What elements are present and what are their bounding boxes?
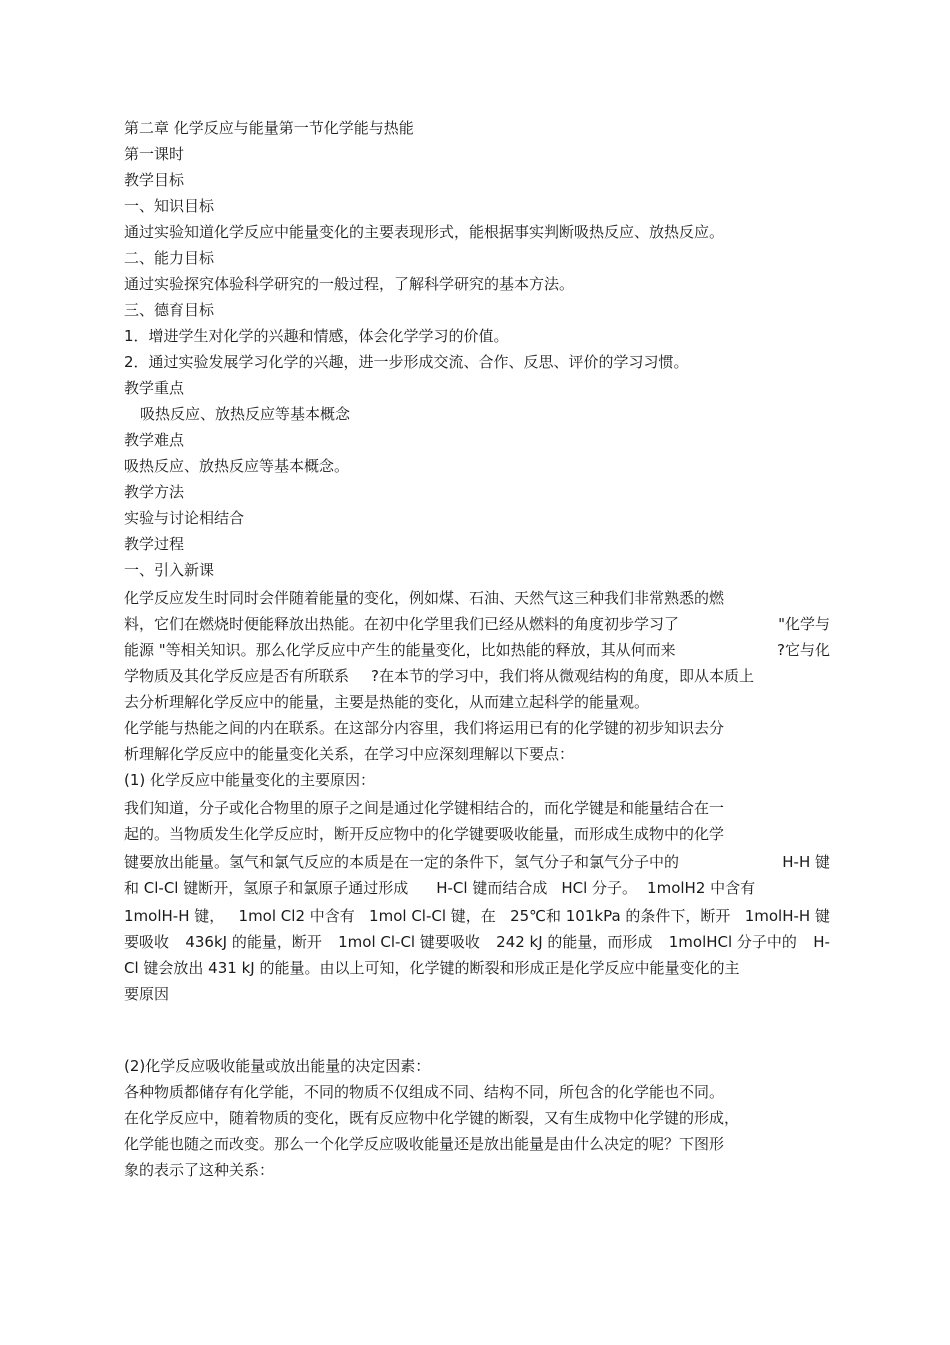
objective-knowledge-title: 一、知识目标 <box>124 197 215 215</box>
point-1-line-3 <box>124 852 830 872</box>
objective-ability-text: 通过实验探究体验科学研究的一般过程，了解科学研究的基本方法。 <box>124 275 575 293</box>
point-1-line-7: Cl 键会放出 431 kJ 的能量。由以上可知，化学键的断裂和形成正是化学反应中能量变化的主 <box>124 959 740 977</box>
text-segment: HCl 分子。 <box>561 879 638 897</box>
text-segment: 学物质及其化学反应是否有所联系 <box>124 667 350 685</box>
text-segment: H-Cl 键而结合成 <box>436 879 548 897</box>
text-segment: 1molH-H 键， <box>124 907 225 925</box>
text-segment: 436kJ 的能量，断开 <box>185 933 322 951</box>
key-points-text: 吸热反应、放热反应等基本概念 <box>140 405 351 423</box>
text-segment: 1mol Cl-Cl 键，在 <box>369 907 496 925</box>
point-2-line-2: 在化学反应中，随着物质的变化，既有反应物中化学键的断裂，又有生成物中化学键的形成， <box>124 1109 740 1127</box>
text-segment: 1molH-H 键 <box>744 907 830 925</box>
point-1-line-5 <box>124 906 830 926</box>
text-segment: 242 kJ 的能量，而形成 <box>496 933 653 951</box>
point-1-title: (1) 化学反应中能量变化的主要原因： <box>124 771 376 789</box>
objective-moral-item-1: 1．增进学生对化学的兴趣和情感，体会化学学习的价值。 <box>124 327 509 345</box>
heading-method: 教学方法 <box>124 483 185 501</box>
objective-moral-item-2: 2．通过实验发展学习化学的兴趣，进一步形成交流、合作、反思、评价的学习习惯。 <box>124 353 689 371</box>
point-2-line-4: 象的表示了这种关系： <box>124 1161 275 1179</box>
point-2-line-1: 各种物质都储存有化学能，不同的物质不仅组成不同、结构不同，所包含的化学能也不同。 <box>124 1083 725 1101</box>
text-segment: H- <box>813 933 830 951</box>
objective-ability-title: 二、能力目标 <box>124 249 215 267</box>
difficult-points-text: 吸热反应、放热反应等基本概念。 <box>124 457 350 475</box>
point-1-line-8: 要原因 <box>124 985 170 1003</box>
text-segment: ?在本节的学习中，我们将从微观结构的角度，即从本质上 <box>371 667 754 685</box>
point-1-line-4 <box>124 878 755 898</box>
text-segment: 键要放出能量。氢气和氯气反应的本质是在一定的条件下，氢气分子和氯气分子中的 <box>124 853 680 871</box>
chapter-title: 第二章 化学反应与能量第一节化学能与热能 <box>124 119 414 137</box>
intro-title: 一、引入新课 <box>124 561 215 579</box>
point-1-line-1: 我们知道，分子或化合物里的原子之间是通过化学键相结合的，而化学键是和能量结合在一 <box>124 799 725 817</box>
point-1-line-6 <box>124 932 830 952</box>
objective-knowledge-text: 通过实验知道化学反应中能量变化的主要表现形式，能根据事实判断吸热反应、放热反应。 <box>124 223 725 241</box>
objective-moral-title: 三、德育目标 <box>124 301 215 319</box>
paragraph-1-line-1: 化学反应发生时同时会伴随着能量的变化，例如煤、石油、天然气这三种我们非常熟悉的燃 <box>124 589 725 607</box>
text-segment: 料，它们在燃烧时便能释放出热能。在初中化学里我们已经从燃料的角度初步学习了 <box>124 615 680 633</box>
heading-objectives: 教学目标 <box>124 171 185 189</box>
paragraph-1-line-4 <box>124 666 754 686</box>
method-text: 实验与讨论相结合 <box>124 509 245 527</box>
point-1-line-2: 起的。当物质发生化学反应时，断开反应物中的化学键要吸收能量，而形成生成物中的化学 <box>124 825 725 843</box>
text-segment: H-H 键 <box>782 853 830 871</box>
text-segment: 1molH2 中含有 <box>647 879 756 897</box>
heading-process: 教学过程 <box>124 535 185 553</box>
text-segment: 25℃和 101kPa 的条件下，断开 <box>510 907 731 925</box>
point-2-title: (2)化学反应吸收能量或放出能量的决定因素： <box>124 1057 431 1075</box>
text-segment: 1molHCl 分子中的 <box>668 933 797 951</box>
paragraph-1-line-3 <box>124 640 830 660</box>
heading-key-points: 教学重点 <box>124 379 185 397</box>
text-segment: 1mol Cl-Cl 键要吸收 <box>338 933 480 951</box>
heading-difficult-points: 教学难点 <box>124 431 185 449</box>
text-segment: 要吸收 <box>124 933 170 951</box>
text-segment: "化学与 <box>778 615 830 633</box>
text-segment: ?它与化 <box>777 641 830 659</box>
text-segment: 1mol Cl2 中含有 <box>238 907 355 925</box>
point-2-line-3: 化学能也随之而改变。那么一个化学反应吸收能量还是放出能量是由什么决定的呢？下图形 <box>124 1135 725 1153</box>
text-segment: 和 Cl-Cl 键断开，氢原子和氯原子通过形成 <box>124 879 409 897</box>
text-segment: 能源 "等相关知识。那么化学反应中产生的能量变化，比如热能的释放，其从何而来 <box>124 641 676 659</box>
paragraph-2-line-1: 化学能与热能之间的内在联系。在这部分内容里，我们将运用已有的化学键的初步知识去分 <box>124 719 725 737</box>
paragraph-1-line-5: 去分析理解化学反应中的能量，主要是热能的变化，从而建立起科学的能量观。 <box>124 693 650 711</box>
paragraph-1-line-2 <box>124 614 830 634</box>
paragraph-2-line-2: 析理解化学反应中的能量变化关系，在学习中应深刻理解以下要点： <box>124 745 575 763</box>
lesson-label: 第一课时 <box>124 145 185 163</box>
